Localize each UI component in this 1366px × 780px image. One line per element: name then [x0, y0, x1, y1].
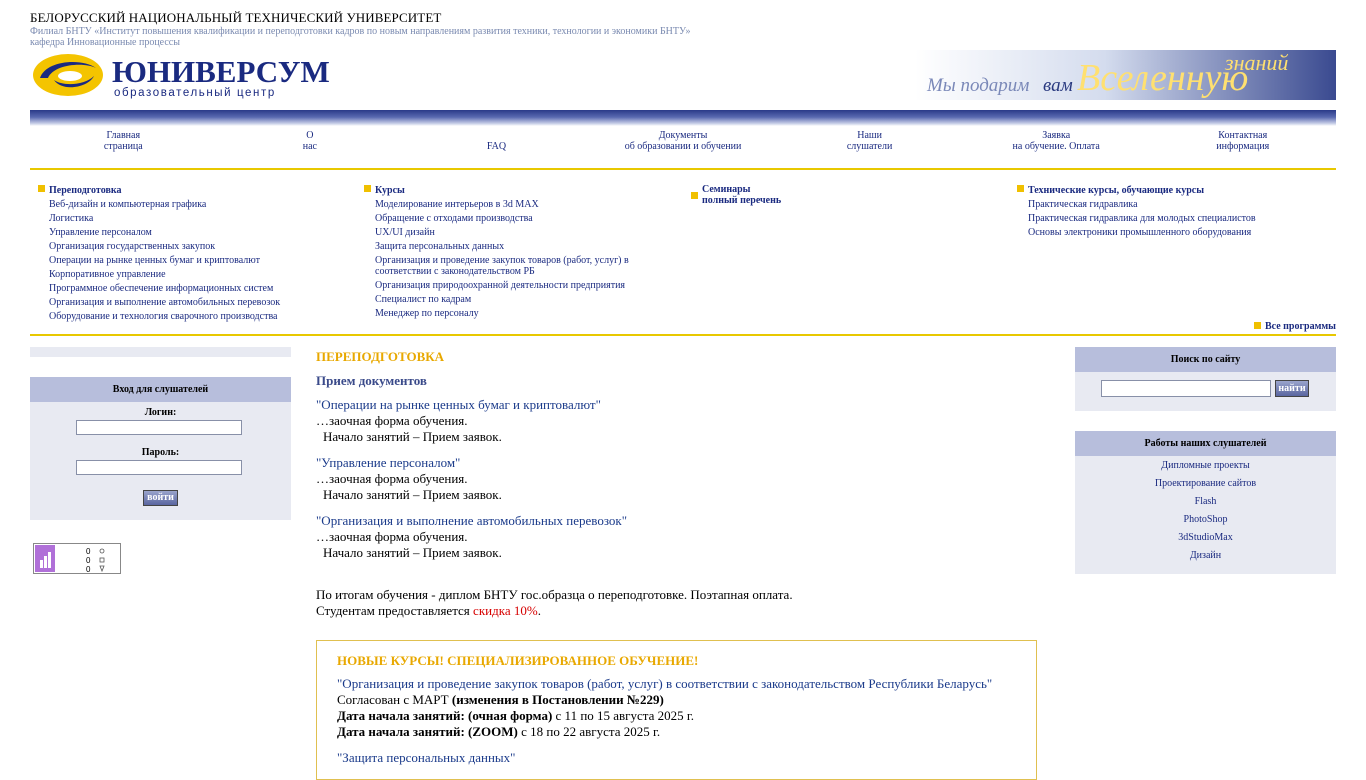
search-button[interactable]: найти [1275, 380, 1309, 397]
password-input[interactable] [76, 460, 242, 475]
works-link[interactable]: 3dStudioMax [1178, 532, 1233, 543]
list-item[interactable]: Операции на рынке ценных бумаг и криптовалют [49, 255, 260, 266]
list-item[interactable]: UX/UI дизайн [375, 227, 435, 238]
login-label: Логин: [144, 407, 177, 418]
works-link[interactable]: Проектирование сайтов [1154, 478, 1257, 489]
login-panel-title: Вход для слушателей [30, 377, 291, 402]
banner-text-4: знаний [1225, 50, 1289, 75]
catalog-seminars-title[interactable]: Семинары полный перечень [702, 184, 782, 206]
works-link[interactable]: PhotoShop [1183, 514, 1228, 525]
divider [30, 168, 1336, 170]
nav-faq[interactable]: FAQ [486, 141, 507, 152]
program-form: …заочная форма обучения. [316, 529, 468, 544]
catalog-courses [364, 184, 664, 324]
section-title: ПЕРЕПОДГОТОВКА [316, 349, 445, 364]
list-item[interactable]: Организация природоохранной деятельности предприятия [375, 280, 626, 291]
main-nav [30, 129, 1336, 155]
catalog-technical [1017, 184, 1327, 244]
bullet-icon [38, 185, 45, 192]
top-gradient-bar [30, 110, 1336, 126]
bullet-icon [364, 185, 371, 192]
list-item[interactable]: Защита персональных данных [375, 241, 505, 252]
program-link[interactable]: "Операции на рынке ценных бумаг и криптовалют" [316, 397, 601, 412]
visitor-counter[interactable] [33, 543, 121, 574]
login-input[interactable] [76, 420, 242, 435]
list-item[interactable]: Основы электроники промышленного оборудования [1028, 227, 1252, 238]
program-start: Начало занятий – Прием заявок. [323, 545, 502, 560]
catalog-technical-list [1028, 198, 1256, 240]
program-link[interactable]: "Управление персоналом" [316, 455, 461, 470]
program-form: …заочная форма обучения. [316, 413, 468, 428]
works-link[interactable]: Дизайн [1189, 550, 1222, 561]
list-item[interactable]: Менеджер по персоналу [375, 308, 479, 319]
catalog-retraining [38, 184, 348, 324]
program-start: Начало занятий – Прием заявок. [323, 487, 502, 502]
list-item[interactable]: Моделирование интерьеров в 3d MAX [375, 199, 539, 210]
counter-value: 0 [86, 547, 91, 556]
discount-link[interactable]: скидка 10% [473, 603, 538, 618]
catalog-retraining-list [49, 198, 280, 324]
password-label: Пароль: [141, 447, 180, 458]
list-item[interactable]: Управление персоналом [49, 227, 152, 238]
new-courses-title: НОВЫЕ КУРСЫ! СПЕЦИАЛИЗИРОВАННОЕ ОБУЧЕНИЕ! [337, 653, 699, 668]
course-date: Дата начала занятий: (очная форма) с 11 по 15 августа 2025 г. [337, 708, 695, 723]
program-form: …заочная форма обучения. [316, 471, 468, 486]
admission-title: Прием документов [316, 373, 427, 388]
nav-contacts[interactable]: Контактная информация [1216, 130, 1270, 152]
course-date: Дата начала занятий: (ZOOM) с 18 по 22 августа 2025 г. [337, 724, 661, 739]
nav-students[interactable]: Наши слушатели [846, 130, 893, 152]
university-title: БЕЛОРУССКИЙ НАЦИОНАЛЬНЫЙ ТЕХНИЧЕСКИЙ УНИВЕРСИТЕТ [30, 10, 442, 25]
catalog-courses-title[interactable]: Курсы [375, 185, 405, 196]
bullet-icon [1017, 185, 1024, 192]
list-item[interactable]: Логистика [49, 213, 94, 224]
works-link[interactable]: Дипломные проекты [1161, 460, 1250, 471]
course-link[interactable]: "Организация и проведение закупок товаров (работ, услуг) в соответствии с законодательством Республики Беларусь" [337, 676, 993, 691]
logo-subtitle: образовательный центр [114, 87, 276, 99]
program-link[interactable]: "Организация и выполнение автомобильных перевозок" [316, 513, 628, 528]
works-panel-title: Работы наших слушателей [1075, 431, 1336, 456]
divider [30, 334, 1336, 336]
catalog-retraining-title[interactable]: Переподготовка [49, 185, 122, 196]
list-item[interactable]: Веб-дизайн и компьютерная графика [49, 199, 207, 210]
header-banner [915, 50, 1336, 100]
course-agreed: Согласован с МАРТ (изменения в Постановлении №229) [337, 692, 664, 707]
list-item[interactable]: Специалист по кадрам [375, 294, 472, 305]
diploma-text: По итогам обучения - диплом БНТУ гос.образца о переподготовке. Поэтапная оплата. [316, 587, 793, 602]
list-item[interactable]: Практическая гидравлика для молодых специалистов [1028, 213, 1256, 224]
course-link[interactable]: "Защита персональных данных" [337, 750, 516, 765]
universum-logo[interactable] [32, 52, 330, 100]
list-item[interactable]: Обращение с отходами производства [375, 213, 533, 224]
nav-about[interactable]: О нас [302, 130, 317, 152]
list-item[interactable]: Организация и проведение закупок товаров (работ, услуг) в соответствии с законодательством РБ [375, 255, 629, 277]
counter-value: 0 [86, 565, 91, 574]
list-item[interactable]: Программное обеспечение информационных систем [49, 283, 274, 294]
catalog-courses-list [375, 198, 660, 321]
program-start: Начало занятий – Прием заявок. [323, 429, 502, 444]
works-link[interactable]: Flash [1194, 496, 1217, 507]
list-item[interactable]: Организация государственных закупок [49, 241, 216, 252]
nav-application[interactable]: Заявка на обучение. Оплата [1012, 130, 1100, 152]
counter-value: 0 [86, 556, 91, 565]
search-input[interactable] [1101, 380, 1271, 397]
nav-documents[interactable]: Документы об образовании и обучении [624, 130, 742, 152]
banner-text-3: Вселенную [1077, 57, 1249, 99]
list-item[interactable]: Практическая гидравлика [1028, 199, 1138, 210]
discount-text: Студентам предоставляется скидка 10%. [316, 603, 541, 618]
login-button[interactable]: войти [143, 490, 178, 506]
left-strip [30, 347, 291, 357]
banner-text-2: вам [1043, 75, 1073, 96]
list-item[interactable]: Организация и выполнение автомобильных перевозок [49, 297, 281, 308]
catalog-seminars [691, 184, 991, 224]
all-programs-link[interactable]: Все программы [1254, 321, 1336, 332]
bullet-icon [691, 192, 698, 199]
catalog-technical-title[interactable]: Технические курсы, обучающие курсы [1028, 185, 1205, 196]
logo-name: ЮНИВЕРСУМ [112, 54, 330, 89]
search-panel-title: Поиск по сайту [1075, 347, 1336, 372]
bullet-icon [1254, 322, 1261, 329]
banner-text-1: Мы подарим [927, 75, 1030, 96]
kafedra-subtitle: кафедра Инновационные процессы [30, 37, 180, 48]
nav-home[interactable]: Главная страница [103, 130, 143, 152]
list-item[interactable]: Корпоративное управление [49, 269, 166, 280]
filial-subtitle: Филиал БНТУ «Институт повышения квалификации и переподготовки кадров по новым направлениям развития техники, технологии и экономики БНТУ» [30, 26, 691, 37]
list-item[interactable]: Оборудование и технология сварочного производства [49, 311, 278, 322]
